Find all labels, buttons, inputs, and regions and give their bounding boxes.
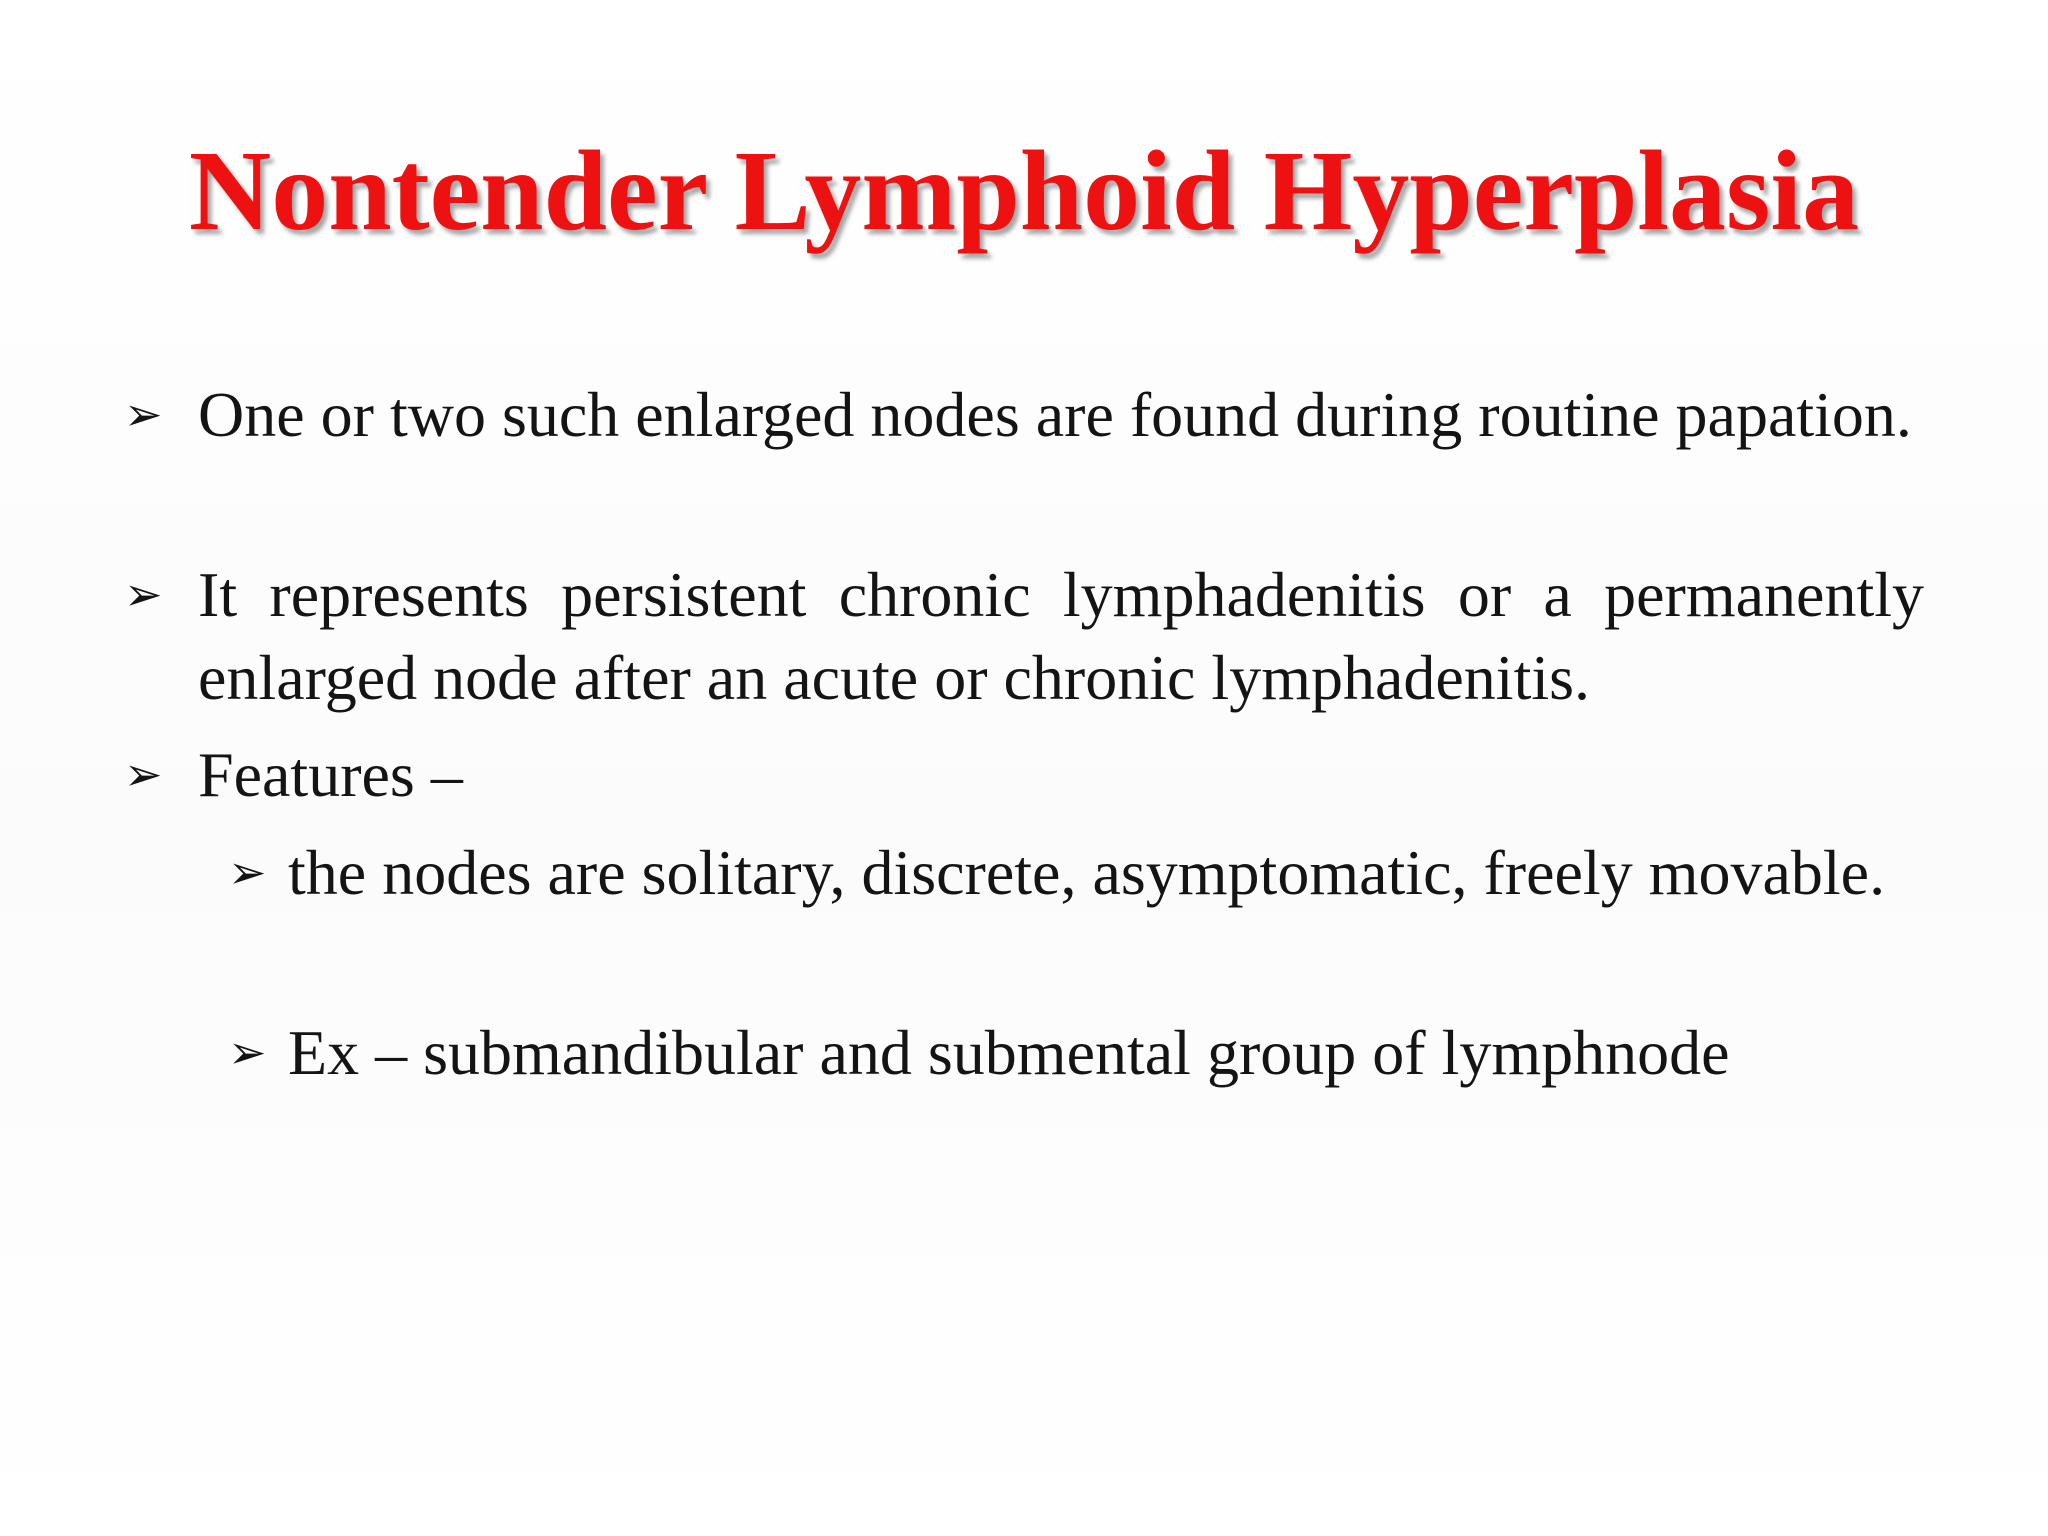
bullet-text: Features – (198, 739, 463, 810)
bullet-text: One or two such enlarged nodes are found during routine papation. (198, 379, 1912, 450)
sub-bullet-item (228, 831, 1924, 914)
arrowhead-bullet-icon: ➢ (124, 567, 163, 621)
bullet-item (124, 733, 1924, 816)
arrowhead-bullet-icon: ➢ (228, 1025, 267, 1079)
bullet-text: It represents persistent chronic lymphadenitis or a permanently enlarged node after an acute or chronic lymphadenitis. (198, 559, 1924, 713)
slide-title: Nontender Lymphoid Hyperplasia (188, 127, 1860, 254)
bullet-item (124, 553, 1924, 719)
bullet-item (124, 373, 1924, 456)
arrowhead-bullet-icon: ➢ (228, 845, 267, 899)
arrowhead-bullet-icon: ➢ (124, 747, 163, 801)
sub-bullet-text: the nodes are solitary, discrete, asymptomatic, freely movable. (288, 837, 1886, 908)
arrowhead-bullet-icon: ➢ (124, 387, 163, 441)
sub-bullet-item (228, 1011, 1924, 1094)
sub-bullet-text: Ex – submandibular and submental group of lymphnode (288, 1017, 1730, 1088)
